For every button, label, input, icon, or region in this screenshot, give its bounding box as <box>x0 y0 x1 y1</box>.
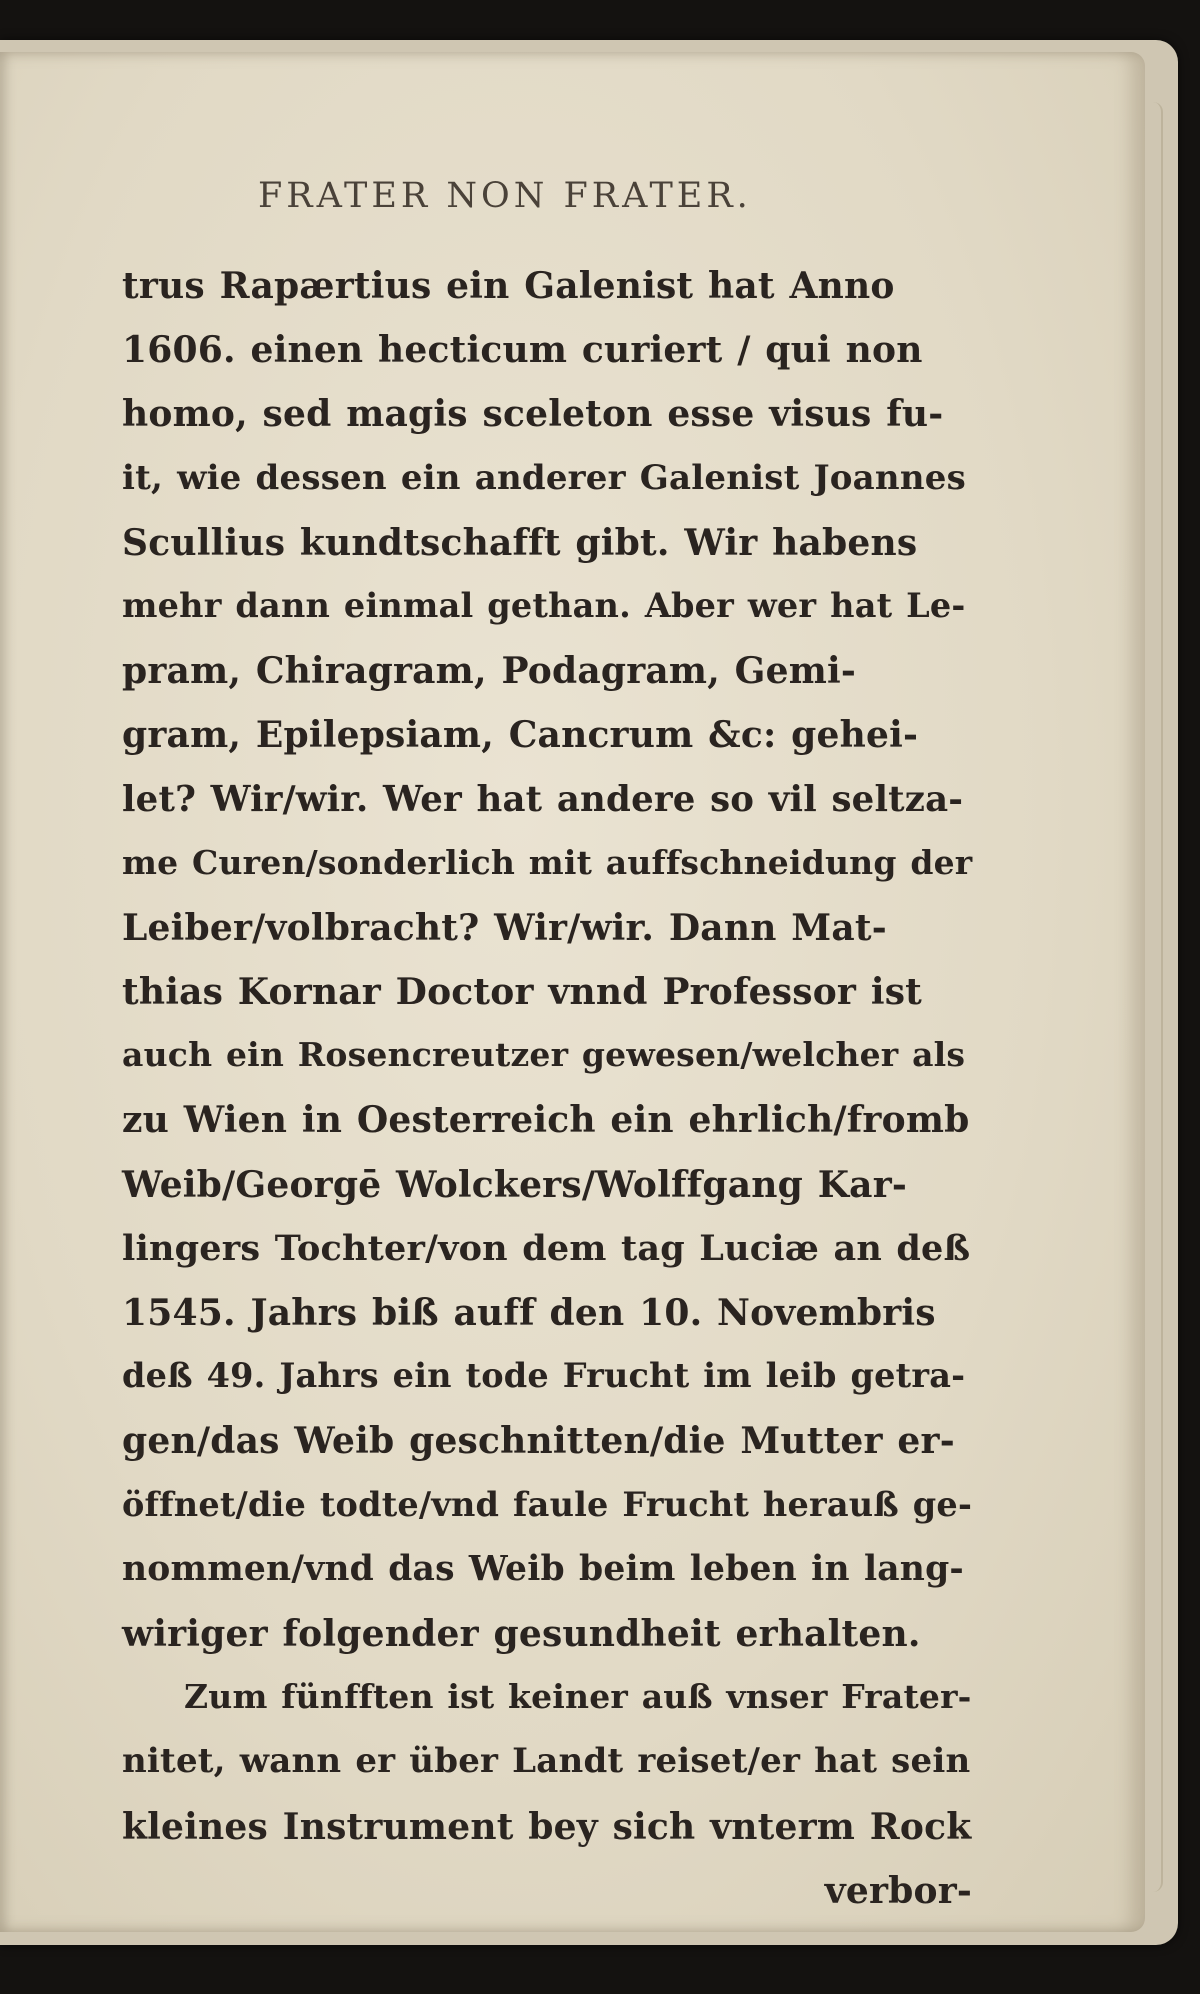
text-line-8: gram, Epilepsiam, Cancrum &c: gehei- <box>122 714 919 757</box>
text-line-19: gen/das Weib geschnitten/die Mutter er- <box>122 1420 955 1463</box>
text-line-9: let? Wir/wir. Wer hat andere so vil seltza- <box>122 778 964 820</box>
running-head: FRATER NON FRATER. <box>258 176 752 216</box>
text-line-4: it, wie dessen ein anderer Galenist Joannes <box>122 457 966 498</box>
text-line-14: zu Wien in Oesterreich ein ehrlich/fromb <box>122 1099 970 1142</box>
text-line-23: Zum fünfften ist keiner auß vnser Frater- <box>184 1677 972 1717</box>
text-line-16: lingers Tochter/von dem tag Luciæ an deß <box>122 1227 971 1269</box>
text-line-11: Leiber/volbracht? Wir/wir. Dann Mat- <box>122 906 887 949</box>
text-line-3: homo, sed magis sceleton esse visus fu- <box>122 393 944 436</box>
catchword: verbor- <box>824 1869 972 1912</box>
text-line-15: Weib/Georgē Wolckers/Wolffgang Kar- <box>122 1163 908 1206</box>
text-line-21: nommen/vnd das Weib beim leben in lang- <box>122 1548 964 1589</box>
text-line-18: deß 49. Jahrs ein tode Frucht im leib getra- <box>122 1356 966 1396</box>
text-line-7: pram, Chiragram, Podagram, Gemi- <box>122 650 857 693</box>
body-text <box>122 265 973 1937</box>
page-edge-layer <box>1147 102 1163 1892</box>
text-line-20: öffnet/die todte/vnd faule Frucht herauß ge- <box>122 1484 973 1524</box>
text-line-6: mehr dann einmal gethan. Aber wer hat Le- <box>122 585 966 625</box>
text-line-17: 1545. Jahrs biß auff den 10. Novembris <box>122 1292 936 1334</box>
text-line-13: auch ein Rosencreutzer gewesen/welcher als <box>122 1035 966 1075</box>
text-line-24: nitet, wann er über Landt reiset/er hat sein <box>122 1741 971 1782</box>
text-line-25: kleines Instrument bey sich vnterm Rock <box>122 1805 972 1848</box>
text-line-12: thias Kornar Doctor vnnd Professor ist <box>122 971 923 1014</box>
text-line-2: 1606. einen hecticum curiert / qui non <box>122 329 923 372</box>
text-line-1: trus Rapærtius ein Galenist hat Anno <box>122 265 895 307</box>
text-line-5: Scullius kundtschafft gibt. Wir habens <box>122 521 918 564</box>
text-line-10: me Curen/sonderlich mit auffschneidung der <box>122 842 973 882</box>
text-line-22: wiriger folgender gesundheit erhalten. <box>122 1612 921 1655</box>
